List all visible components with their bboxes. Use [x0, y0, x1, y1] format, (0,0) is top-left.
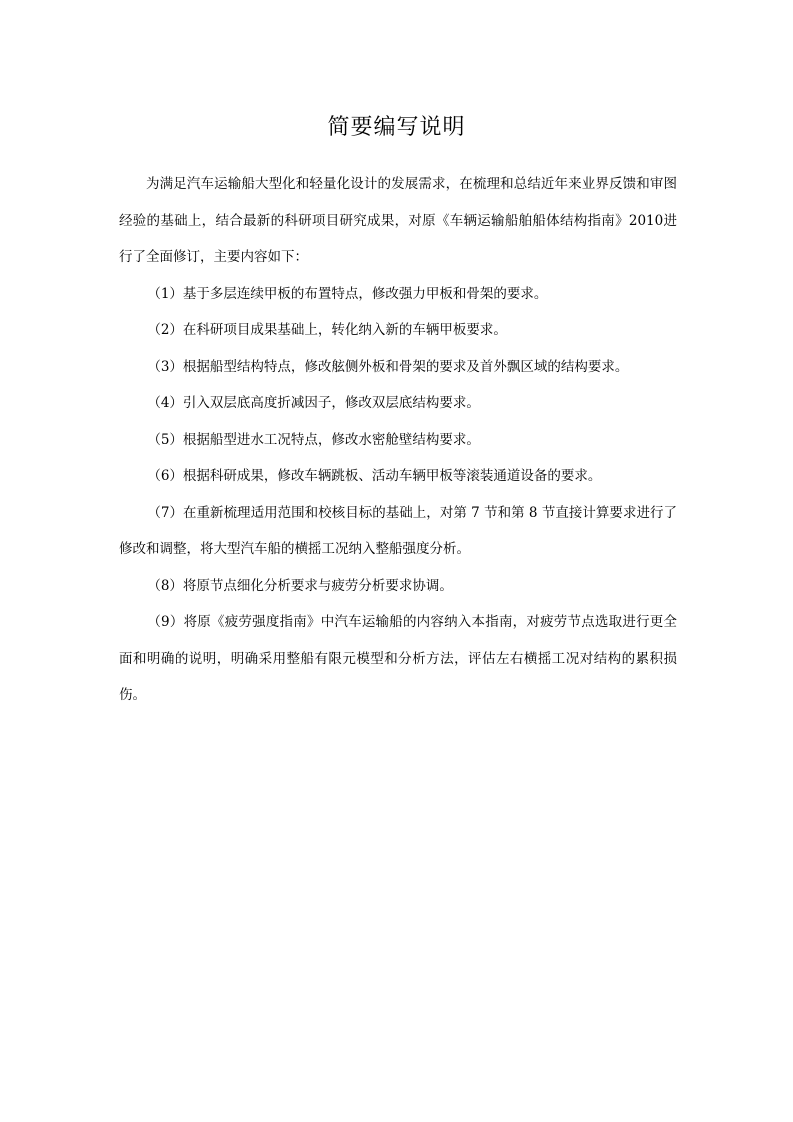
- list-item-1: （1）基于多层连续甲板的布置特点，修改强力甲板和骨架的要求。: [147, 285, 548, 302]
- list-item-4: （4）引入双层底高度折减因子，修改双层底结构要求。: [147, 395, 480, 411]
- list-item-7: （7）在重新梳理适用范围和校核目标的基础上，对第 7 节和第 8 节直接计算要求进行了修改和调整，将大型汽车船的横摇工况纳入整船强度分析。: [119, 504, 677, 557]
- intro-paragraph: 为满足汽车运输船大型化和轻量化设计的发展需求，在梳理和总结近年来业界反馈和审图经验的基础上，结合最新的科研项目研究成果，对原《车辆运输船舶船体结构指南》2010进行了全面修订，主要内容如下：: [119, 176, 677, 265]
- list-item-8: （8）将原节点细化分析要求与疲劳分析要求协调。: [147, 577, 453, 594]
- page-title: 简要编写说明: [327, 115, 466, 140]
- list-item-6: （6）根据科研成果，修改车辆跳板、活动车辆甲板等滚装通道设备的要求。: [147, 468, 602, 484]
- list-item-3: （3）根据船型结构特点，修改舷侧外板和骨架的要求及首外飘区域的结构要求。: [147, 358, 629, 375]
- list-item-9: （9）将原《疲劳强度指南》中汽车运输船的内容纳入本指南，对疲劳节点选取进行更全面和明确的说明，明确采用整船有限元模型和分析方法，评估左右横摇工况对结构的累积损伤。: [119, 614, 677, 703]
- list-item-5: （5）根据船型进水工况特点，修改水密舱壁结构要求。: [147, 431, 480, 448]
- list-item-2: （2）在科研项目成果基础上，转化纳入新的车辆甲板要求。: [147, 322, 507, 338]
- document-body: [119, 166, 677, 714]
